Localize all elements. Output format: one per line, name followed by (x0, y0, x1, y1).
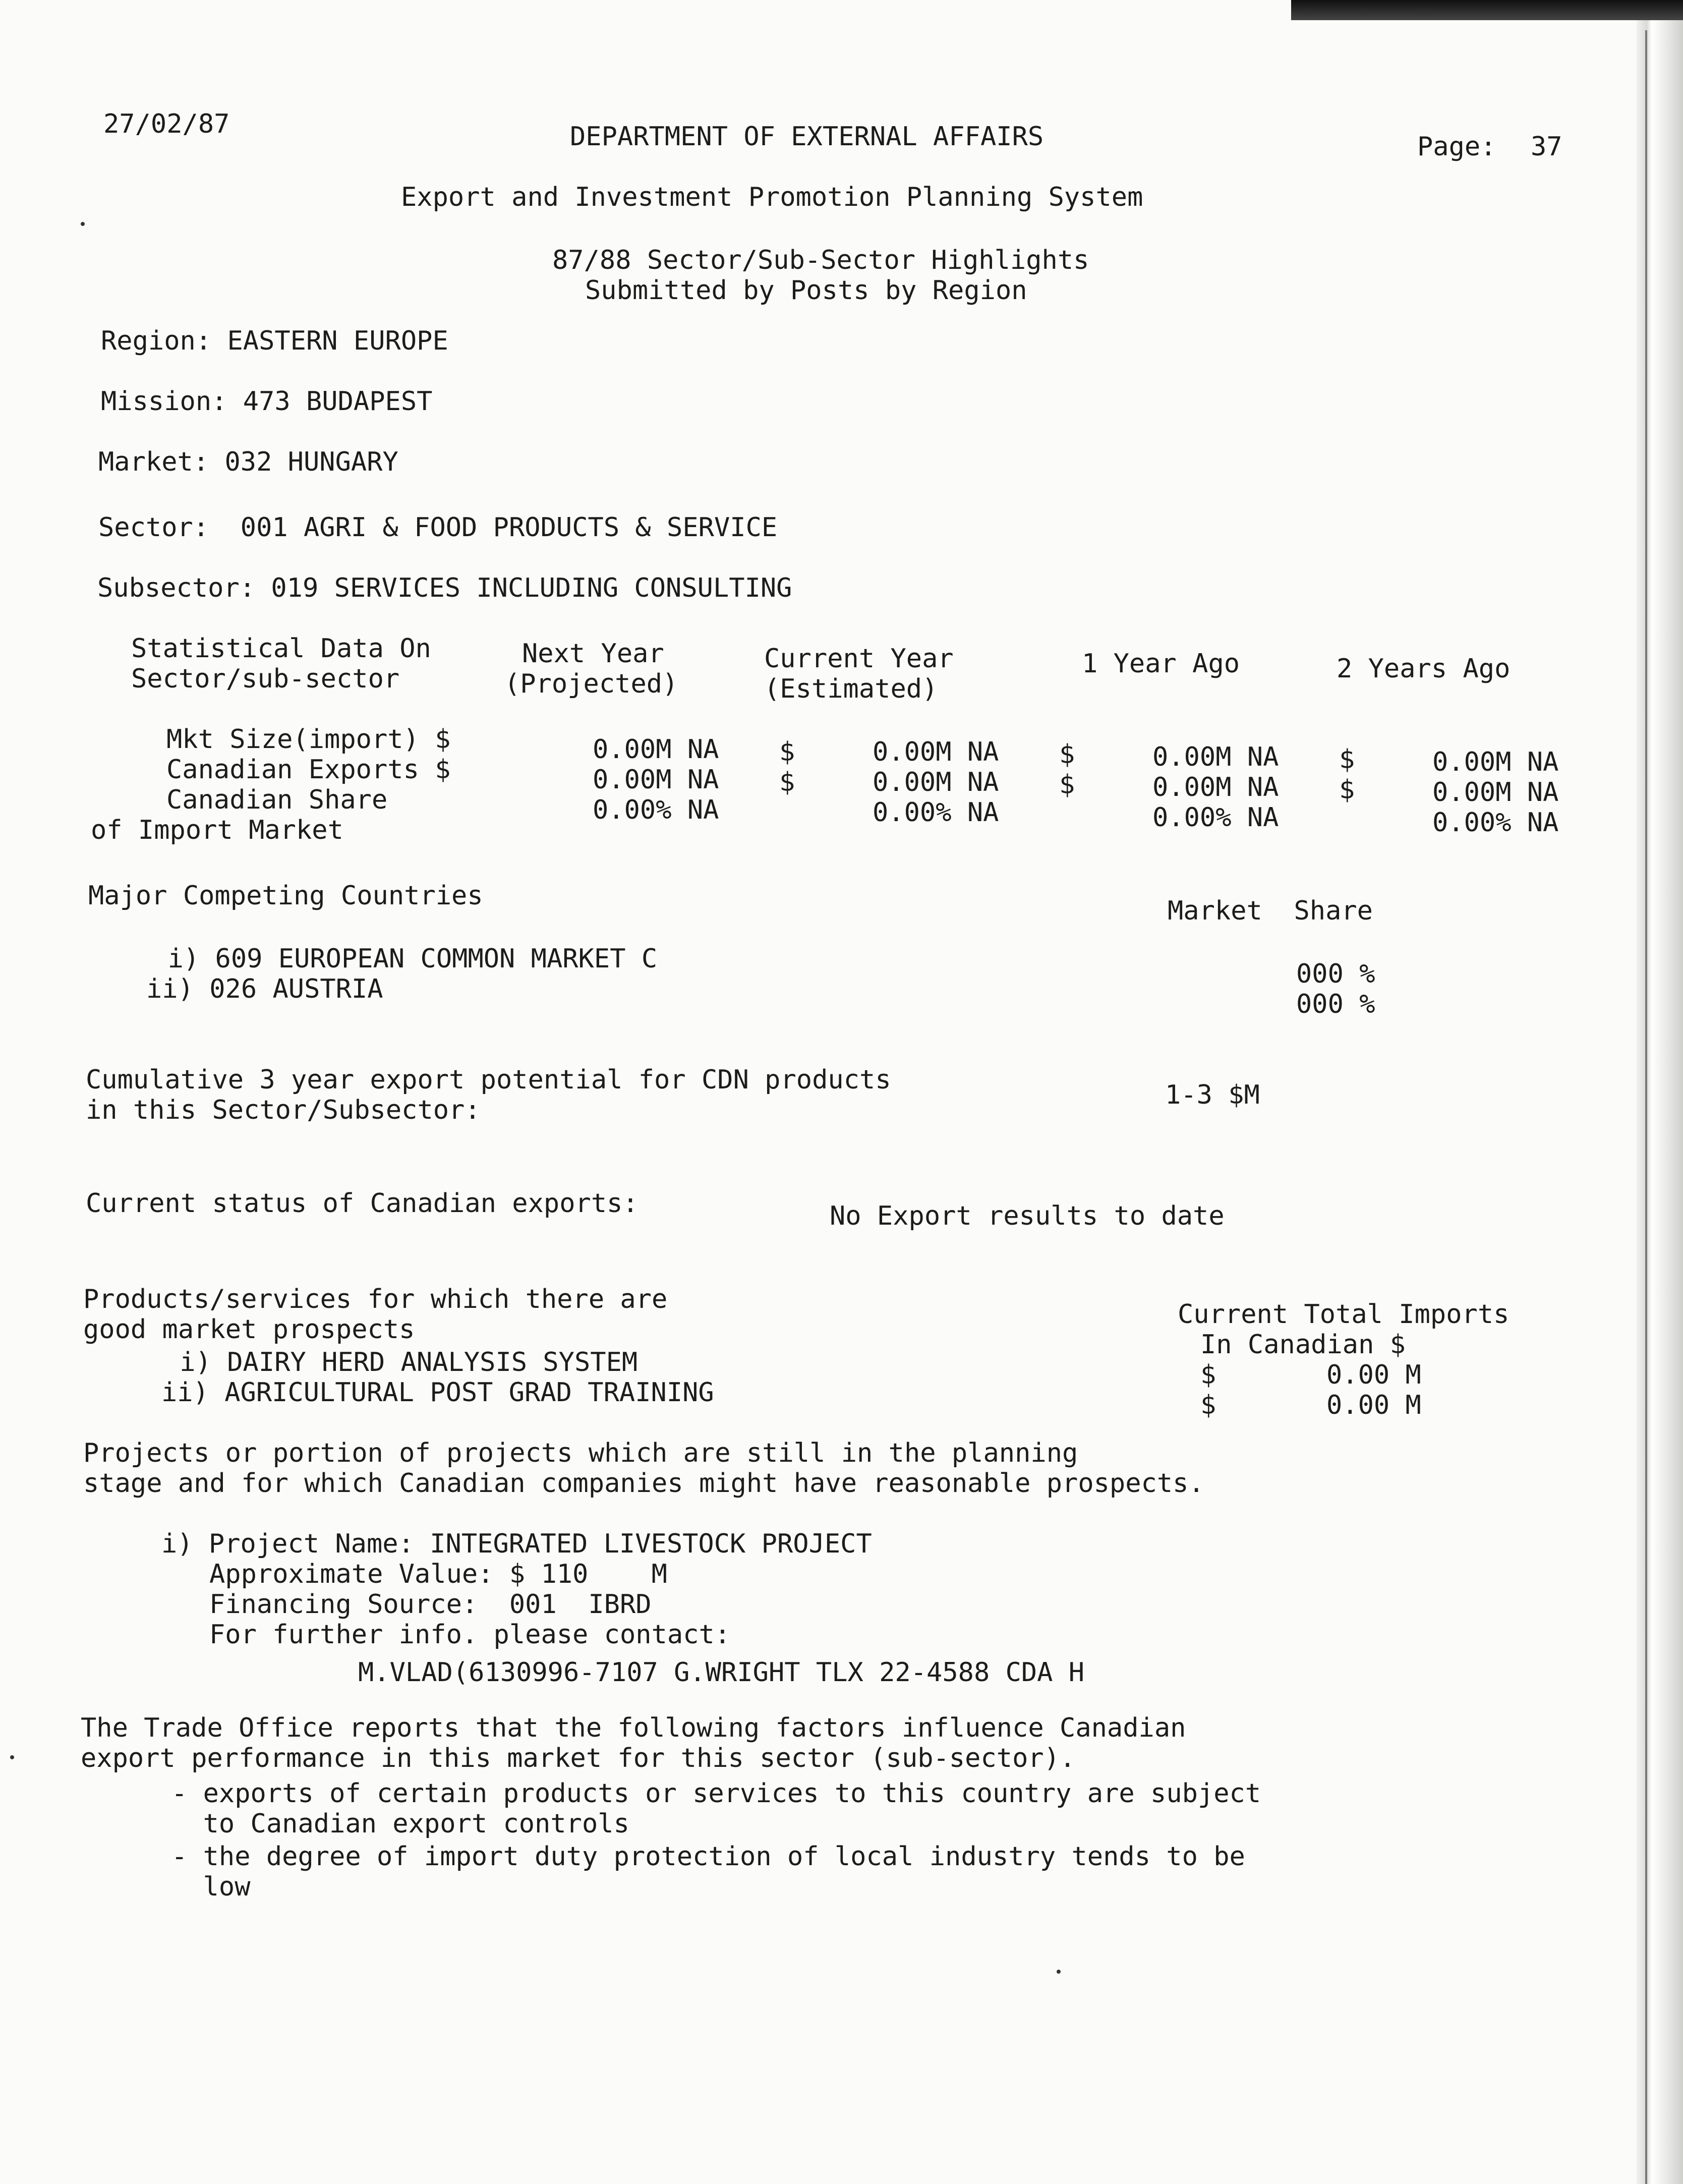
mission-field: Mission: 473 BUDAPEST (101, 386, 433, 417)
col-1-year-ago: 1 Year Ago (1082, 649, 1240, 679)
project-value: Approximate Value: $ 110 M (209, 1559, 667, 1589)
dollar-sign: $ (779, 737, 795, 767)
dollar-sign: $ (1059, 739, 1075, 770)
projects-line-1: Projects or portion of projects which are still in the planning (83, 1438, 1078, 1468)
table-cell: 0.00% NA (1432, 808, 1559, 838)
table-cell: 0.00M NA (1152, 742, 1279, 772)
department-title: DEPARTMENT OF EXTERNAL AFFAIRS (570, 122, 1044, 152)
row-label-cdn-share: Canadian Share (166, 785, 388, 815)
competitor-item: i) 609 EUROPEAN COMMON MARKET C (136, 944, 658, 974)
system-title: Export and Investment Promotion Planning System (401, 182, 1143, 212)
table-cell: 0.00% NA (593, 795, 719, 825)
product-import-value: 0.00 M (1326, 1360, 1421, 1390)
col-2-years-ago: 2 Years Ago (1337, 654, 1511, 684)
imports-heading-1: Current Total Imports (1178, 1299, 1510, 1330)
scan-edge-right (1637, 20, 1683, 2184)
factor-item: - exports of certain products or services to this country are subject (171, 1778, 1261, 1809)
project-contact: M.VLAD(6130996-7107 G.WRIGHT TLX 22-4588 CDA H (358, 1657, 1085, 1688)
status-value: No Export results to date (830, 1201, 1225, 1231)
factor-item: - the degree of import duty protection of local industry tends to be (171, 1842, 1245, 1872)
row-label-mkt-size: Mkt Size(import) $ (166, 724, 451, 755)
table-cell: 0.00% NA (1152, 802, 1279, 833)
table-cell: 0.00M NA (1152, 772, 1279, 802)
status-label: Current status of Canadian exports: (86, 1188, 639, 1219)
scan-edge-line (1645, 30, 1647, 2184)
dollar-sign: $ (1339, 775, 1355, 805)
product-currency: $ (1200, 1390, 1216, 1420)
factor-item-cont: low (171, 1872, 251, 1902)
product-currency: $ (1200, 1360, 1216, 1390)
dollar-sign: $ (779, 767, 795, 797)
table-cell: 0.00M NA (873, 737, 999, 767)
stats-heading-1: Statistical Data On (131, 634, 431, 664)
imports-heading-2: In Canadian $ (1200, 1330, 1406, 1360)
potential-line-2: in this Sector/Subsector: (86, 1095, 481, 1125)
competitor-share: 000 % (1296, 959, 1375, 989)
market-share-heading: Market Share (1168, 896, 1373, 926)
table-cell: 0.00M NA (593, 734, 719, 765)
factor-item-cont: to Canadian export controls (171, 1809, 629, 1839)
product-import-value: 0.00 M (1326, 1390, 1421, 1420)
table-cell: 0.00M NA (1432, 777, 1559, 808)
dollar-sign: $ (1059, 770, 1075, 800)
report-date: 27/02/87 (103, 109, 230, 139)
market-field: Market: 032 HUNGARY (98, 447, 398, 477)
scan-speck (1057, 1970, 1061, 1974)
sector-field: Sector: 001 AGRI & FOOD PRODUCTS & SERVICE (98, 512, 778, 543)
region-field: Region: EASTERN EUROPE (101, 326, 448, 356)
table-cell: 0.00M NA (1432, 747, 1559, 777)
projects-line-2: stage and for which Canadian companies might have reasonable prospects. (83, 1468, 1204, 1499)
potential-value: 1-3 $M (1165, 1080, 1260, 1110)
product-item: ii) AGRICULTURAL POST GRAD TRAINING (161, 1377, 714, 1408)
dollar-sign: $ (1339, 744, 1355, 775)
scan-edge-top (1291, 0, 1683, 20)
scan-speck (10, 1755, 14, 1759)
products-line-1: Products/services for which there are (83, 1284, 668, 1314)
page-label: Page: (1417, 132, 1496, 162)
report-subtitle-1: 87/88 Sector/Sub-Sector Highlights (552, 245, 1089, 275)
row-label-cdn-share-2: of Import Market (91, 815, 343, 845)
subsector-field: Subsector: 019 SERVICES INCLUDING CONSULTING (97, 573, 792, 603)
project-contact-label: For further info. please contact: (209, 1620, 731, 1650)
scan-speck (81, 222, 85, 226)
table-cell: 0.00M NA (873, 767, 999, 797)
page-number: 37 (1531, 132, 1562, 162)
table-cell: 0.00% NA (873, 797, 999, 828)
factors-line-1: The Trade Office reports that the following factors influence Canadian (81, 1713, 1186, 1743)
col-current-year-sub: (Estimated) (764, 674, 938, 704)
competitors-heading: Major Competing Countries (88, 881, 483, 911)
product-item: i) DAIRY HERD ANALYSIS SYSTEM (164, 1347, 638, 1377)
competitor-share: 000 % (1296, 989, 1375, 1019)
potential-line-1: Cumulative 3 year export potential for CDN products (86, 1065, 891, 1095)
table-cell: 0.00M NA (593, 765, 719, 795)
row-label-cdn-exports: Canadian Exports $ (166, 755, 451, 785)
competitor-item: ii) 026 AUSTRIA (146, 974, 383, 1004)
col-current-year: Current Year (764, 644, 954, 674)
products-line-2: good market prospects (83, 1314, 415, 1345)
project-name: i) Project Name: INTEGRATED LIVESTOCK PROJECT (161, 1529, 872, 1559)
stats-heading-2: Sector/sub-sector (131, 664, 400, 694)
factors-line-2: export performance in this market for this sector (sub-sector). (81, 1743, 1076, 1773)
col-next-year-sub: (Projected) (504, 669, 678, 699)
col-next-year: Next Year (522, 639, 664, 669)
project-financing: Financing Source: 001 IBRD (209, 1589, 652, 1620)
report-subtitle-2: Submitted by Posts by Region (585, 275, 1027, 306)
